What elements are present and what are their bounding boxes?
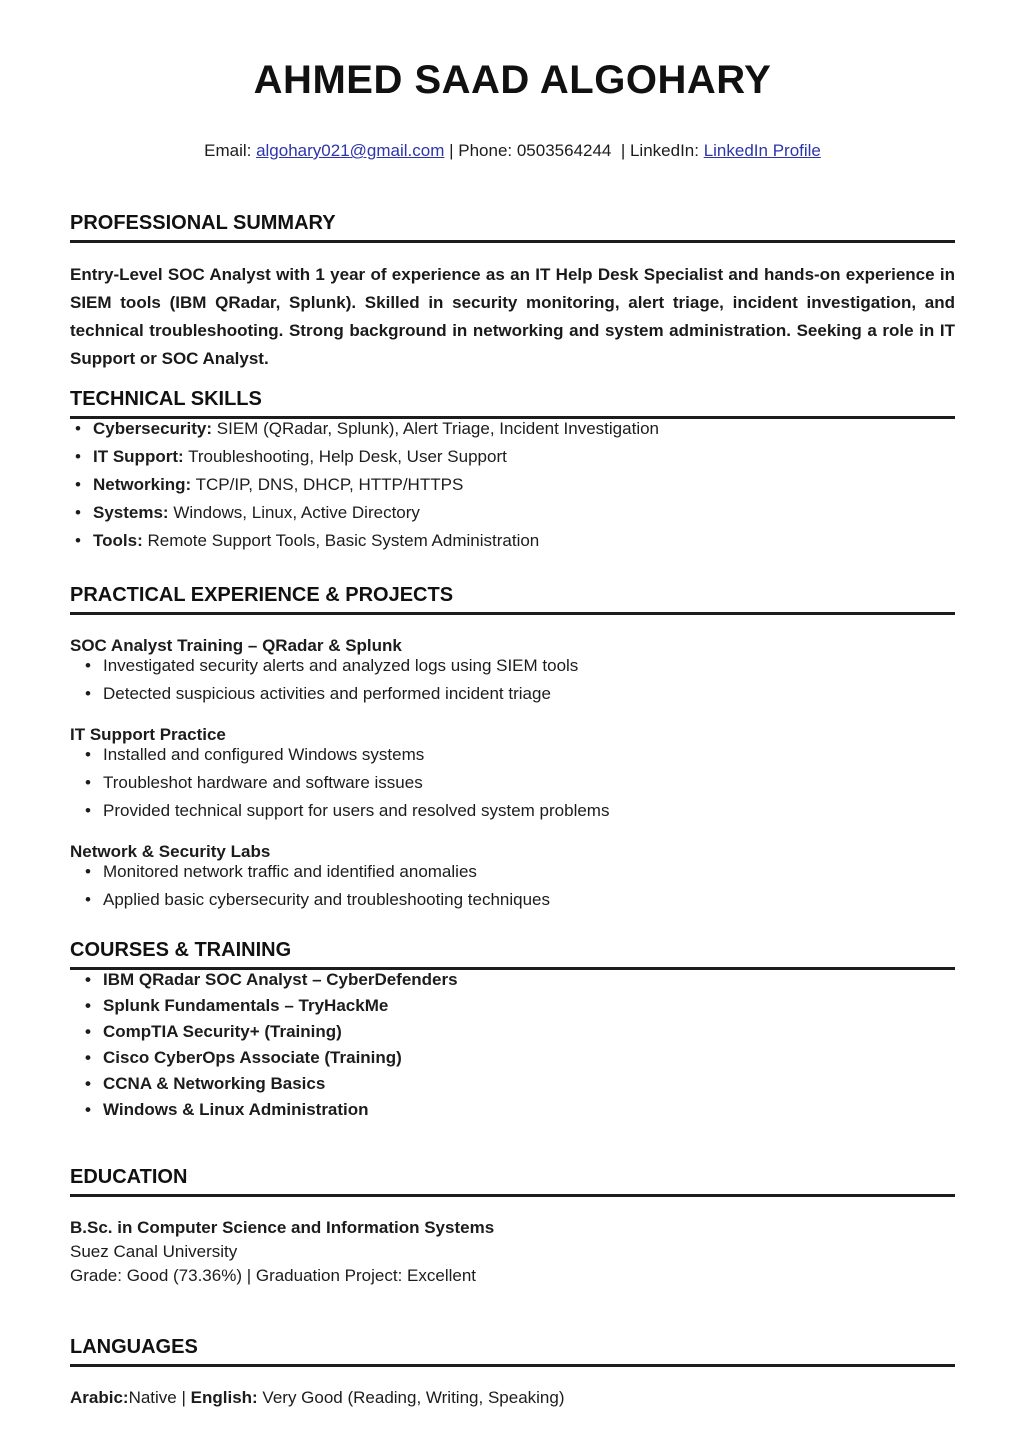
experience-bullet: • Installed and configured Windows systems <box>70 745 955 765</box>
section-practical-experience <box>70 583 955 910</box>
skill-text: Remote Support Tools, Basic System Administration <box>142 531 540 550</box>
course-item: • IBM QRadar SOC Analyst – CyberDefenders <box>70 970 955 989</box>
section-courses-training <box>70 938 955 1119</box>
experience-bullet: • Detected suspicious activities and performed incident triage <box>70 684 955 704</box>
experience-bullet-list <box>70 745 955 821</box>
skill-text: Windows, Linux, Active Directory <box>168 503 420 522</box>
section-heading-languages: LANGUAGES <box>70 1335 955 1367</box>
languages-line <box>70 1387 955 1409</box>
skill-item-systems <box>70 503 955 523</box>
course-item: • Cisco CyberOps Associate (Training) <box>70 1048 955 1067</box>
experience-bullet: • Troubleshot hardware and software issues <box>70 773 955 793</box>
experience-bullet-list <box>70 862 955 910</box>
arabic-value: Native | <box>128 1388 191 1407</box>
linkedin-link[interactable]: LinkedIn Profile <box>703 141 821 160</box>
section-heading-practical-experience: PRACTICAL EXPERIENCE & PROJECTS <box>70 583 955 615</box>
section-heading-technical-skills: TECHNICAL SKILLS <box>70 387 955 419</box>
experience-bullet: • Applied basic cybersecurity and troubleshooting techniques <box>70 890 955 910</box>
experience-bullet: • Provided technical support for users and resolved system problems <box>70 801 955 821</box>
email-label: Email: <box>204 141 257 160</box>
experience-bullet-list <box>70 656 955 704</box>
skill-item-cybersecurity <box>70 419 955 439</box>
course-item: • CCNA & Networking Basics <box>70 1074 955 1093</box>
skill-item-it-support <box>70 447 955 467</box>
experience-group-title-it-support-practice: IT Support Practice <box>70 725 226 744</box>
course-item: • Splunk Fundamentals – TryHackMe <box>70 996 955 1015</box>
education-grade: Grade: Good (73.36%) | Graduation Project: Excellent <box>70 1266 477 1285</box>
education-university: Suez Canal University <box>70 1242 238 1261</box>
experience-group-title-network-security-labs: Network & Security Labs <box>70 842 271 861</box>
page-title: AHMED SAAD ALGOHARY <box>253 58 772 102</box>
experience-group-title-soc-analyst-training: SOC Analyst Training – QRadar & Splunk <box>70 636 402 655</box>
arabic-label: Arabic: <box>70 1388 129 1407</box>
contact-line <box>70 141 955 161</box>
english-value: Very Good (Reading, Writing, Speaking) <box>257 1388 565 1407</box>
skill-label: IT Support: <box>93 447 184 466</box>
experience-bullet: • Investigated security alerts and analyzed logs using SIEM tools <box>70 656 955 676</box>
english-label: English: <box>190 1388 258 1407</box>
section-education <box>70 1165 955 1288</box>
phone-label: | Phone: <box>444 141 517 160</box>
course-item: • Windows & Linux Administration <box>70 1100 955 1119</box>
courses-list <box>70 970 955 1119</box>
section-technical-skills <box>70 387 955 551</box>
skill-item-tools <box>70 531 955 551</box>
skill-text: Troubleshooting, Help Desk, User Support <box>183 447 507 466</box>
experience-bullet: • Monitored network traffic and identified anomalies <box>70 862 955 882</box>
section-professional-summary <box>70 211 955 373</box>
section-heading-education: EDUCATION <box>70 1165 955 1197</box>
skill-label: Networking: <box>93 475 192 494</box>
education-degree: B.Sc. in Computer Science and Information Systems <box>70 1218 495 1237</box>
skill-item-networking <box>70 475 955 495</box>
section-heading-professional-summary: PROFESSIONAL SUMMARY <box>70 211 955 243</box>
email-link[interactable]: algohary021@gmail.com <box>256 141 445 160</box>
section-languages <box>70 1335 955 1409</box>
skills-list <box>70 419 955 551</box>
skill-label: Systems: <box>93 503 169 522</box>
skill-label: Cybersecurity: <box>93 419 213 438</box>
skill-label: Tools: <box>93 531 143 550</box>
skill-text: TCP/IP, DNS, DHCP, HTTP/HTTPS <box>191 475 464 494</box>
section-heading-courses-training: COURSES & TRAINING <box>70 938 955 970</box>
summary-paragraph: Entry-Level SOC Analyst with 1 year of experience as an IT Help Desk Specialist and hands-on experience in SIEM tools (IBM QRadar, Splunk). Skilled in security monitoring, alert triage, incident investigation, and technical troubleshooting. Strong background in networking and system administration. Seeking a role in IT Support or SOC Analyst. <box>70 265 955 368</box>
phone-value: 0503564244 <box>516 141 612 160</box>
skill-text: SIEM (QRadar, Splunk), Alert Triage, Incident Investigation <box>212 419 660 438</box>
course-item: • CompTIA Security+ (Training) <box>70 1022 955 1041</box>
linkedin-label: | LinkedIn: <box>611 141 704 160</box>
